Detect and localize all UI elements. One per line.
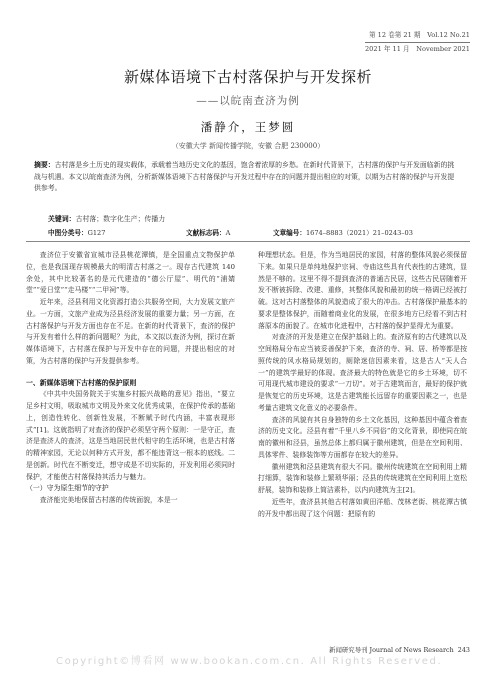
clc-value: G127 xyxy=(87,229,106,237)
copyright-watermark: Copyright©博看网 www.bookan.com.cn. All Rights Reserved. xyxy=(56,656,443,667)
right-column xyxy=(258,250,467,520)
article-authors: 潘静介，王梦圆 xyxy=(200,120,296,134)
section-heading: 一、新媒体语境下古村落的保护原则 xyxy=(26,378,137,387)
paragraph: 查济的风貌有其自身独特的乡土文化基因，这种基因中蕴含着查济的历史文化。泾县有着“千里八乡不同俗”的文化背景，即使同在皖南的徽州和泾县，虽然总体上都归属于徽州建筑，但是在空间利用、具体零件、装修装饰等方面都存在较大的差异。 xyxy=(258,415,467,459)
keywords xyxy=(48,213,468,223)
article-title: 新媒体语境下古村落保护与开发探析 xyxy=(123,68,372,86)
abstract-label: 摘要： xyxy=(34,161,55,169)
abstract xyxy=(34,160,460,195)
abstract-text: 古村落是乡土历史的现实载体，承载着当地历史文化的基因，饱含着浓厚的乡愁。在新时代背景下，古村落的保护与开发面临新的挑战与机遇。本文以皖南查济为例，分析新媒体语境下古村落保护与开发过程中存在的问题并提出相应的对策，以期为古村落的保护与开发提供参考。 xyxy=(34,161,455,193)
issue-info xyxy=(365,30,470,55)
doc-label: 文献标志码： xyxy=(186,229,226,237)
section-gap xyxy=(26,368,235,373)
paragraph: 《中共中央国务院关于实施乡村振兴战略的意见》指出，“要立足乡村文明，吸取城市文明及外来文化优秀成果，在保护传承的基础上，创造性转化、创新性发展，不断赋予时代内涵，丰富表现形式”[1]。这就指明了对查济的保护必须坚守两个原则：一是守正，查济是查济人的查济，这是当地居民世代相守的生活环境，也是古村落的精神家园，无论以何种方式开发，都不能违背这一根本的底线。二是创新。时代在不断变迁，想守成是不切实际的，开发利用必须同时保护，才能使古村落保持其活力与魅力。 xyxy=(26,390,235,481)
paragraph: 近些年，查济县其他古村落如黄田洋船、茂林老街、桃花潭古镇的开发中都出现了这个问题：把原有的 xyxy=(258,497,467,518)
paragraph: 种理想状态。但是，作为当地居民的家园，村落的整体风貌必须保留下来。如果只是单纯地保护宗祠、寺庙这些具有代表性的古建筑，显然是不够的。这里不得不提到查济的普通古民居，这些古民居随着开发不断被拆除、改建、重修，其整体风貌和最初的统一格调已经被打破。这对古村落整体的风貌造成了很大的冲击。古村落保护最基本的要求是整体保护，而随着商业化的发展，在很多地方已经看不到古村落原本的面貌了。在城市化进程中，古村落的保护显得尤为重要。 xyxy=(258,251,467,330)
left-column xyxy=(26,250,235,507)
issue-divider xyxy=(365,42,470,43)
article-number xyxy=(273,227,413,237)
journal-name: 新闻研究导刊 Journal of News Research xyxy=(329,646,454,654)
keywords-text: 古村落；数字化生产；传播力 xyxy=(75,215,166,223)
paragraph: 对查济的开发是建立在保护基础上的。查济原有的古代建筑以及空间格局分布应当被妥善保护下来，查济的寺、祠、居、桥等都是按照传统的风水格局规划的，厕除迷信因素来看，这是古人“天人合一”的建筑学最好的体现。查济最大的特色就是它的乡土环境，切不可用现代城市建设的要求“一刀切”。对于古建筑而言，最好的保护就是恢复它的历史环境，这是古建筑能长远留存的重要因素之一，也是考量古建筑文化意义的必要条件。 xyxy=(258,333,467,412)
document-code xyxy=(186,227,230,237)
id-label: 文章编号： xyxy=(273,229,306,237)
article-subtitle: ——以皖南查济为例 xyxy=(196,95,300,107)
clc-number xyxy=(48,227,105,237)
doc-value: A xyxy=(225,229,231,237)
keywords-label: 关键词： xyxy=(48,215,76,223)
id-value: 1674–8883（2021）21–0243–03 xyxy=(305,229,413,237)
paragraph: 查济位于安徽省宣城市泾县桃花潭镇，是全国重点文物保护单位，也是我国现存规模最大的明清古村落之一。现存古代建筑 140 余处，其中比较著名的是元代建造的“德公厅屋”、明代的“浦婧堂”“爱日堂”“走马楼”“二甲祠”等。 xyxy=(26,251,235,295)
paragraph: 近年来，泾县利用文化资源打造公共服务空间，大力发展文旅产业。一方面，文旅产业成为泾县经济发展的重要力量；另一方面，在古村落保护与开发方面也存在不足。在新的时代背景下，查济的保护与开发有着什么样的新问题呢？为此，本文拟以查济为例，探讨在新媒体语境下，古村落在保护与开发中存在的问题，并提出相应的对策，为古村落的保护与开发提供参考。 xyxy=(26,298,235,365)
page-number: 243 xyxy=(457,646,470,654)
author-affiliation: （安徽大学 新闻传播学院，安徽 合肥 230000） xyxy=(171,142,325,150)
clc-label: 中图分类号： xyxy=(48,229,88,237)
subsection-heading: （一）守为原生细节的守护 xyxy=(26,484,109,493)
paragraph: 查济能完美地保留古村落的传统面貌，本是一 xyxy=(39,496,178,504)
date-line: 2021 年 11 月 November 2021 xyxy=(364,45,470,53)
paragraph: 徽州建筑和泾县建筑有很大不同。徽州传统建筑在空间利用上精打细算，装饰和装修上繁琐华丽；泾县的传统建筑在空间利用上宽松舒展，装饰和装修上简洁素朴，以内向建筑为主[2]。 xyxy=(258,462,467,494)
header-divider xyxy=(26,241,470,242)
volume-line: 第 12 卷第 21 期 Vol.12 No.21 xyxy=(368,31,470,39)
